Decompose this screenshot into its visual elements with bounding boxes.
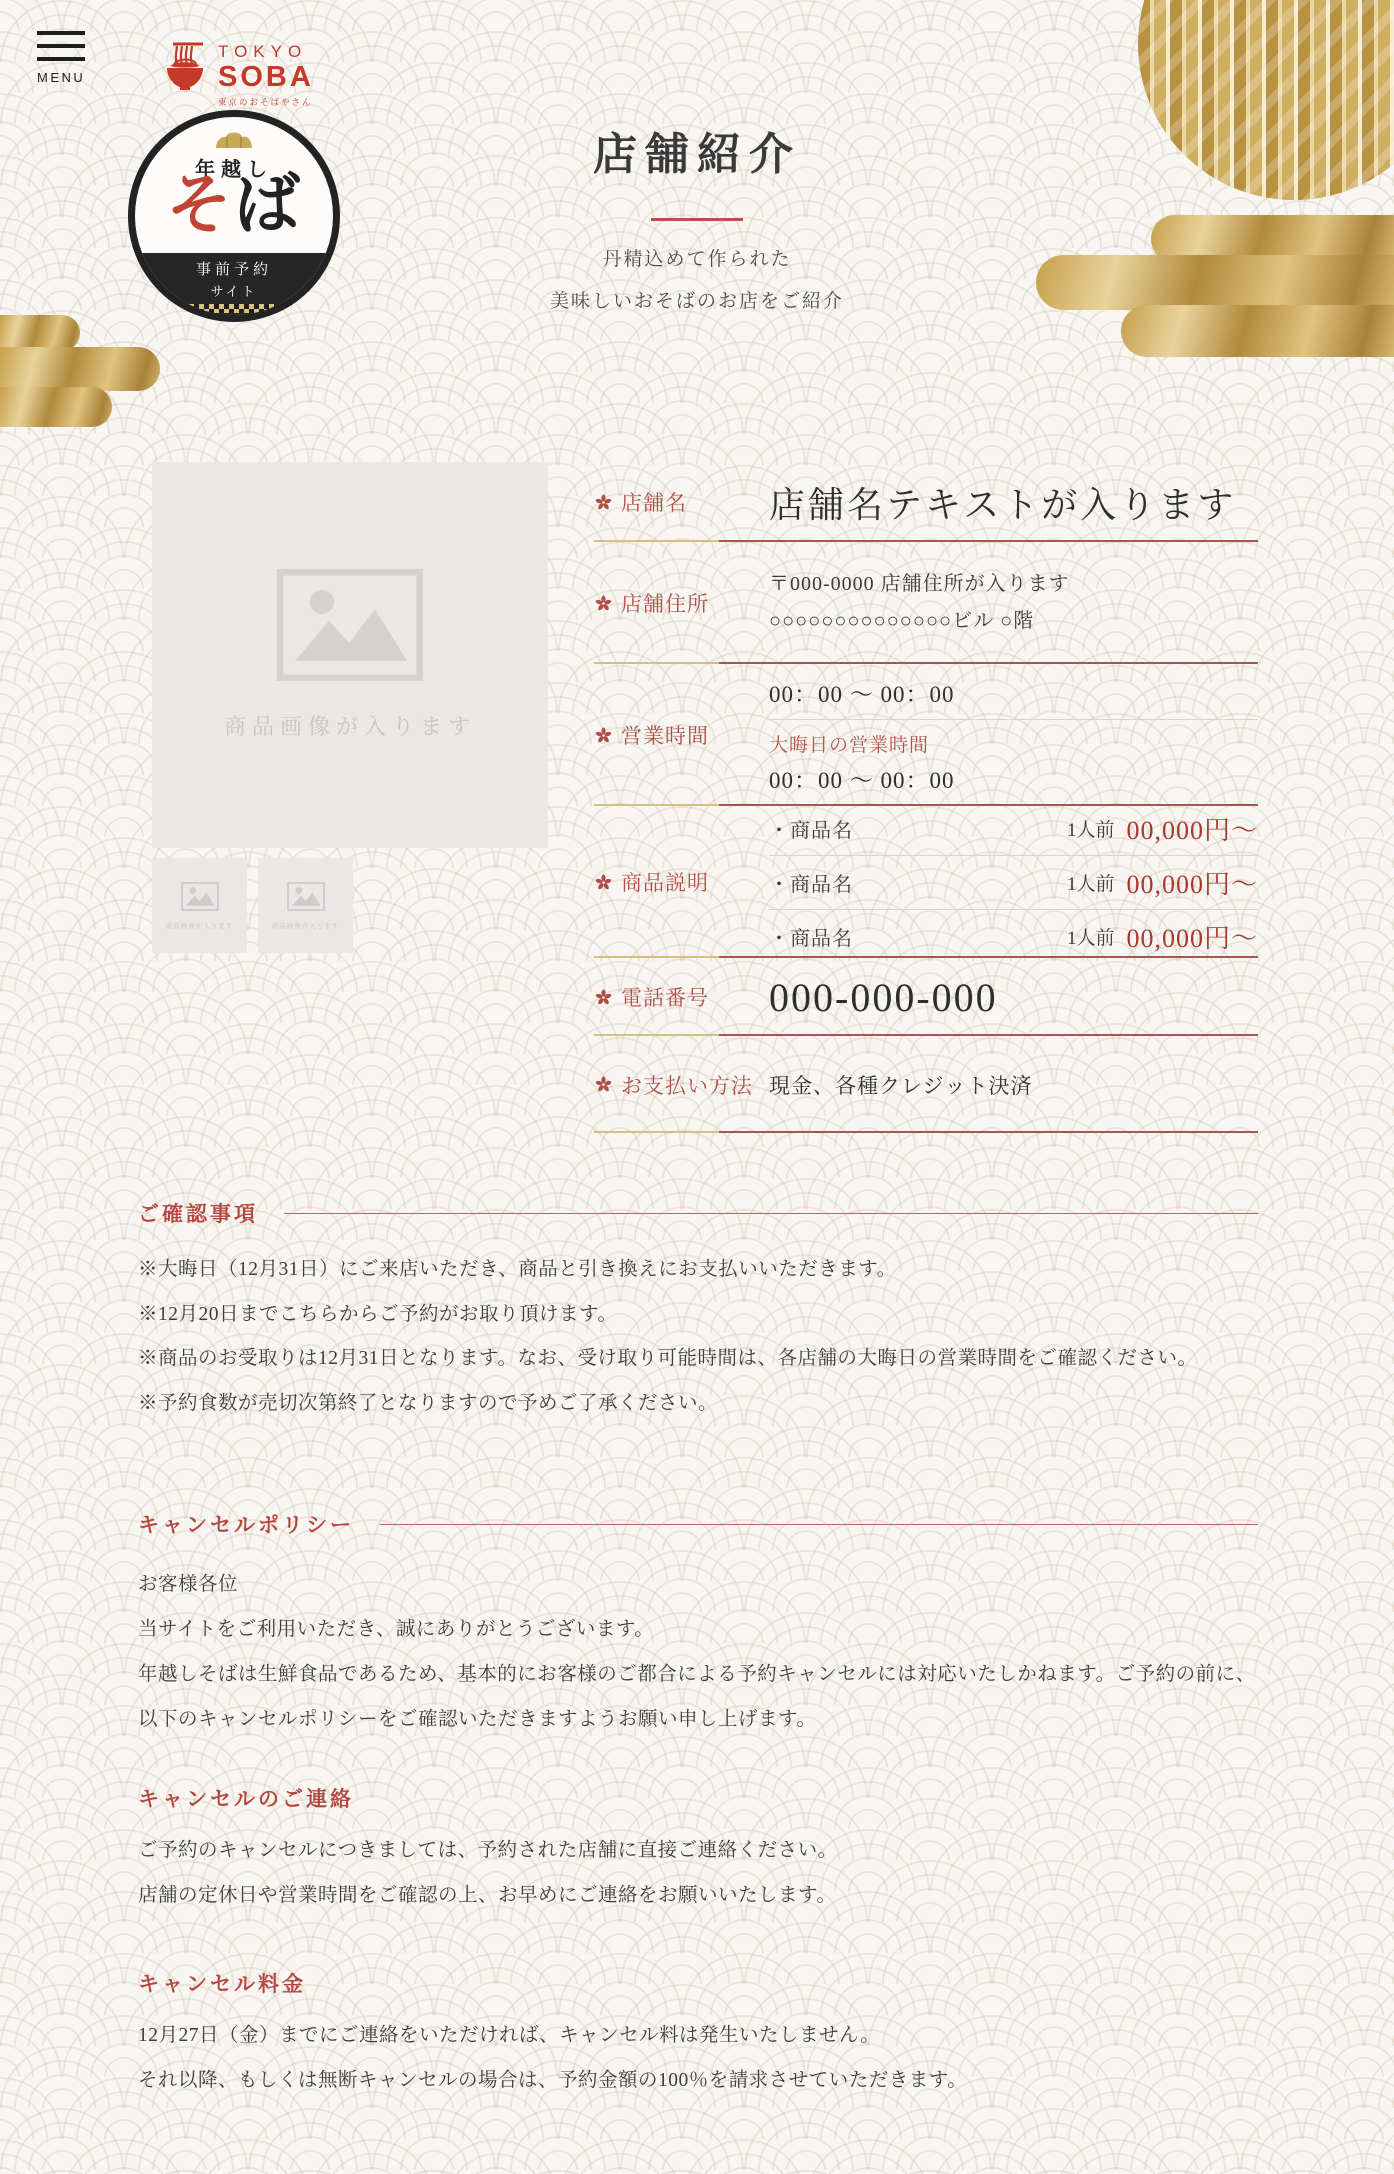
brand-name-bottom: SOBA [218,61,314,93]
shop-detail [152,462,1258,1133]
confirm-item: ※大晦日（12月31日）にご来店いただき、商品と引き換えにお支払いいただきます。 [138,1259,897,1280]
page-subtitle-line2: 美味しいおそばのお店をご紹介 [549,290,844,312]
confirm-heading-text: ご確認事項 [138,1202,258,1226]
row-label [594,487,769,517]
payment-method-value: 現金、各種クレジット決済 [769,1073,1033,1098]
shop-name-row [594,462,1258,542]
image-placeholder-icon [181,882,219,916]
brand-logo[interactable] [163,42,314,108]
shop-address-value [769,566,1258,640]
heading-rule [380,1524,1258,1525]
brand-tagline: 東京のおそばやさん [218,97,313,108]
product-item [769,910,1258,963]
flower-icon [594,1075,613,1094]
gold-cloud-left [0,315,165,435]
row-label [594,982,769,1012]
new-years-eve-hours: 00：00 〜 00：00 [769,767,955,793]
cancel-policy-paragraphs [138,1563,1258,1742]
product-description-row [594,806,1258,958]
phone-number-value: 000-000-000 [769,974,998,1020]
product-name: ・商品名 [769,873,853,896]
product-unit: 1人前 [1066,927,1115,949]
product-unit: 1人前 [1066,873,1115,895]
shop-address-row [594,542,1258,664]
row-label-text: 営業時間 [621,724,709,748]
paragraph: ご予約のキャンセルにつきましては、予約された店舗に直接ご連絡ください。 [138,1839,838,1861]
hamburger-icon [37,31,85,61]
notes-sections [138,1198,1258,2104]
badge-top-text: 年越し [195,159,273,181]
paragraph: 店舗の定休日や営業時間をご確認の上、お早めにご連絡をお願いいたします。 [138,1884,837,1906]
flower-icon [594,873,613,892]
payment-method-row [594,1036,1258,1133]
regular-hours: 00：00 〜 00：00 [769,681,955,707]
brand-name-top: TOKYO [218,42,308,61]
paragraph: お客様各位 [138,1574,239,1596]
shop-name-value: 店舗名テキストが入ります [769,484,1237,525]
cancel-fee-paragraphs [138,2014,1258,2104]
flower-icon [594,988,613,1007]
row-label [594,588,769,618]
flower-icon [594,594,613,613]
thumbnail-1[interactable] [152,858,247,953]
confirm-list [138,1254,1258,1419]
heading-rule [284,1213,1258,1214]
menu-label: MENU [37,70,86,85]
new-years-eve-hours-label: 大晦日の営業時間 [769,734,930,756]
product-item [769,802,1258,855]
paragraph: それ以降、もしくは無断キャンセルの場合は、予約金額の100％を請求させていただきます。 [138,2070,968,2092]
image-gallery [152,462,548,1133]
row-label [594,720,769,750]
cancel-policy-heading [138,1509,1258,1539]
business-hours-value [769,676,1258,795]
product-price: 00,000円〜 [1126,923,1258,953]
cancel-contact-heading: キャンセルのご連絡 [138,1786,354,1811]
image-placeholder-icon [287,882,325,916]
cancel-fee-heading: キャンセル料金 [138,1972,306,1997]
product-name: ・商品名 [769,927,853,950]
product-price: 00,000円〜 [1126,815,1258,845]
paragraph: 年越しそばは生鮮食品であるため、基本的にお客様のご都合による予約キャンセルには対応いたしかねます。ご予約の前に、以下のキャンセルポリシーをご確認いただきますようお願い申し上げます。 [138,1664,1256,1730]
flower-icon [594,493,613,512]
row-label-text: 店舗名 [621,491,687,515]
soba-bowl-icon [163,42,205,99]
product-list [769,802,1258,963]
confirm-section-heading [138,1198,1258,1228]
address-line1: 〒000-0000 店舗住所が入ります [769,573,1070,595]
thumbnail-label: 商品画像が入ります [271,922,340,930]
main-image-placeholder-label: 商品画像が入ります [223,714,476,739]
hero [0,118,1394,323]
confirm-item: ※商品のお受取りは12月31日となります。なお、受け取り可能時間は、各店舗の大晦日の営業時間をご確認ください。 [138,1348,1198,1370]
row-label [594,867,769,897]
row-label-text: 店舗住所 [621,592,709,616]
product-item [769,856,1258,909]
image-placeholder-icon [277,569,423,686]
thumbnail-row [152,858,548,953]
badge-so: そ [166,169,234,242]
flower-icon [594,726,613,745]
inner-divider [769,719,1258,720]
page-title: 店舗紹介 [593,130,801,179]
hamburger-menu-button[interactable] [37,31,85,85]
shop-info-table [594,462,1258,1133]
badge-band-line1: 事前予約 [195,262,272,278]
phone-number-row [594,958,1258,1036]
paragraph: 12月27日（金）までにご連絡をいただければ、キャンセル料は発生いたしません。 [138,2025,881,2047]
badge-band-line2: サイト [210,284,258,299]
main-image-placeholder [152,462,548,848]
thumbnail-2[interactable] [258,858,353,953]
badge-ba: ば [234,169,302,242]
product-unit: 1人前 [1066,819,1115,841]
row-label-text: 商品説明 [621,871,709,895]
product-name: ・商品名 [769,819,853,842]
row-label [594,1070,769,1100]
product-price: 00,000円〜 [1126,869,1258,899]
thumbnail-label: 商品画像が入ります [165,922,234,930]
page-subtitle-line1: 丹精込めて作られた [602,249,792,270]
confirm-item: ※予約食数が売切次第終了となりますので予めご了承ください。 [138,1392,719,1414]
row-label-text: お支払い方法 [621,1073,753,1098]
cancel-policy-heading-text: キャンセルポリシー [138,1513,354,1538]
confirm-item: ※12月20日までこちらからご予約がお取り頂けます。 [138,1303,618,1325]
cancel-contact-paragraphs [138,1829,1258,1919]
title-underline [651,218,743,221]
business-hours-row [594,664,1258,806]
row-label-text: 電話番号 [621,986,709,1010]
address-line2: ○○○○○○○○○○○○○○ビル ○階 [769,610,1035,632]
paragraph: 当サイトをご利用いただき、誠にありがとうございます。 [138,1619,655,1641]
